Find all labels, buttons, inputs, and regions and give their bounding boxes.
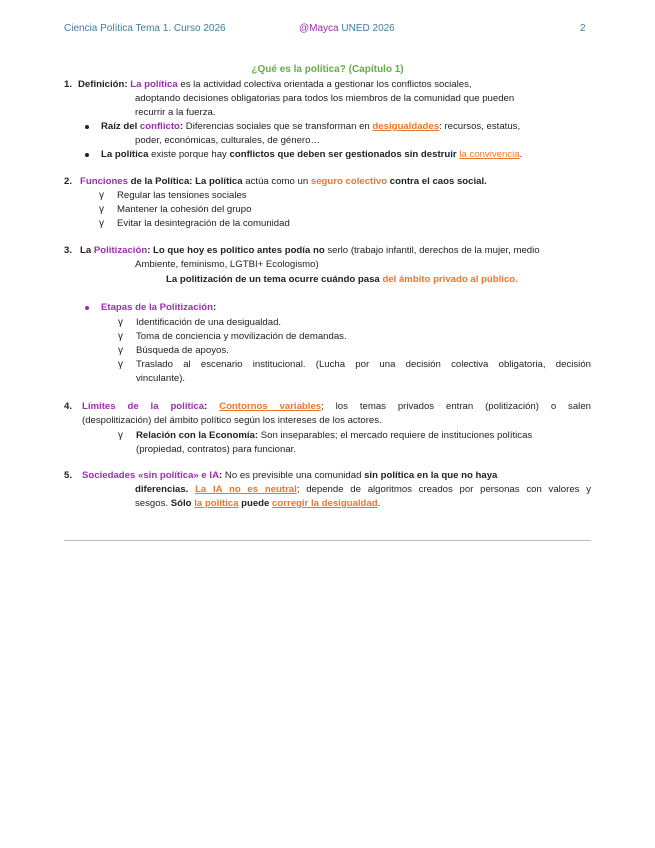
s5-text3: sesgos. xyxy=(135,498,171,509)
header-handle: @Mayca xyxy=(299,23,339,34)
s5-bold2: diferencias. xyxy=(135,484,189,495)
s1-term: La política xyxy=(130,79,178,90)
s3-item4-a: Traslado al escenario institucional. (Lucha por una decisión colectiva obligatoria, decisión xyxy=(136,359,591,370)
s1-label: Definición xyxy=(78,79,125,90)
s1-b2-term: la convivencia xyxy=(459,149,520,160)
s2-text2: actúa como un xyxy=(242,176,311,187)
s2-text3: contra el caos social. xyxy=(387,176,487,187)
s3-item: Toma de conciencia y movilización de demandas. xyxy=(136,331,347,342)
header-mid-rest: UNED 2026 xyxy=(338,23,395,34)
footer-divider xyxy=(64,540,591,541)
s2-item: Regular las tensiones sociales xyxy=(117,190,247,201)
s2-item: Evitar la desintegración de la comunidad xyxy=(117,218,290,229)
s3-text3: Ambiente, feminismo, LGTBI+ Ecologismo) xyxy=(135,259,319,270)
s5-term2: La IA no es neutral xyxy=(195,484,297,495)
s1-colon: : xyxy=(124,79,128,90)
gamma-bullet-icon: γ xyxy=(118,317,123,328)
s3-etapas-label: Etapas de la Politización xyxy=(101,302,213,313)
s3-number: 3. xyxy=(64,245,73,256)
gamma-bullet-icon: γ xyxy=(118,331,123,342)
s1-b1-text3: poder, económicas, culturales, de género… xyxy=(135,135,321,146)
s1-b1-text2: : recursos, estatus, xyxy=(439,121,521,132)
s3-text1: : Lo que hoy es político antes podía no xyxy=(147,245,325,256)
s3-text2: serlo (trabajo infantil, derechos de la mujer, medio xyxy=(324,245,540,256)
s1-b1-label: Raíz del xyxy=(101,121,140,132)
gamma-bullet-icon: γ xyxy=(99,190,104,201)
s5-number: 5. xyxy=(64,470,73,481)
s5-end: . xyxy=(377,498,381,509)
s1-b1-term: conflicto xyxy=(139,121,180,132)
s5-line3 xyxy=(135,498,380,510)
s2-term2: seguro colectivo xyxy=(310,176,388,187)
s1-number: 1. xyxy=(64,79,73,90)
s1-line1 xyxy=(78,79,472,91)
header-mid xyxy=(299,23,395,34)
s1-bullet1 xyxy=(101,121,520,133)
s5-text1: No es previsible una comunidad xyxy=(222,470,365,481)
s5-term: Sociedades «sin política» e IA xyxy=(82,470,220,481)
s5-bold1: sin política en la que no haya xyxy=(364,470,498,481)
s2-number: 2. xyxy=(64,176,73,187)
s5-bold3: Sólo xyxy=(170,498,195,509)
s4-term: Límites de la política xyxy=(82,401,205,412)
s3-item: Identificación de una desigualdad. xyxy=(136,317,282,328)
s4-text2: (despolitización) del ámbito político según los intereses de los actores. xyxy=(82,415,382,426)
s5-text2: ; depende de algoritmos creados por personas con valores y xyxy=(296,484,591,495)
s4-sub-text: Son inseparables; el mercado requiere de instituciones políticas xyxy=(258,430,533,441)
gamma-bullet-icon: γ xyxy=(118,345,123,356)
s1-b2-bold: conflictos que deben ser gestionados sin destruir xyxy=(229,149,457,160)
gamma-bullet-icon: γ xyxy=(118,359,123,370)
s3-line1 xyxy=(80,245,540,257)
s5-term3: la política xyxy=(194,498,239,509)
s3-etapas-colon: : xyxy=(212,302,217,313)
s4-number: 4. xyxy=(64,401,73,412)
gamma-bullet-icon: γ xyxy=(118,430,123,441)
s3-term: Politización xyxy=(93,245,148,256)
s1-b1-colon: : xyxy=(179,121,184,132)
s3-lead: La xyxy=(80,245,94,256)
s5-line1 xyxy=(82,470,497,482)
s2-item: Mantener la cohesión del grupo xyxy=(117,204,252,215)
s1-b2-end: . xyxy=(519,149,523,160)
s1-text3: recurrir a la fuerza. xyxy=(135,107,216,118)
s4-colon: : xyxy=(204,401,208,412)
s1-bullet2 xyxy=(101,149,522,161)
bullet-dot xyxy=(85,125,89,129)
s4-sub-label: Relación con la Economía: xyxy=(136,430,259,441)
gamma-bullet-icon: γ xyxy=(99,218,104,229)
s5-colon: : xyxy=(219,470,223,481)
s3-bold-line xyxy=(166,274,518,286)
s4-line1 xyxy=(82,401,591,413)
s1-b2-text: existe porque hay xyxy=(148,149,230,160)
s3-item: Búsqueda de apoyos. xyxy=(136,345,229,356)
s4-sub xyxy=(136,430,532,442)
s1-b1-text: Diferencias sociales que se transforman en xyxy=(183,121,373,132)
s2-line1 xyxy=(80,176,487,188)
s2-term: Funciones xyxy=(80,176,128,187)
s5-term4: corregir la desigualdad xyxy=(272,498,378,509)
page-title: ¿Qué es la política? (Capítulo 1) xyxy=(251,64,404,75)
s4-sub-text2: (propiedad, contratos) para funcionar. xyxy=(136,444,296,455)
s3-bold: La politización de un tema ocurre cuándo pasa xyxy=(166,274,383,285)
s5-bold4: puede xyxy=(238,498,273,509)
s3-item4-b: vinculante). xyxy=(136,373,186,384)
s3-etapas-heading xyxy=(101,302,216,314)
gamma-bullet-icon: γ xyxy=(99,204,104,215)
s1-b2-label: La política xyxy=(101,149,149,160)
s4-term2: Contornos variables xyxy=(219,401,322,412)
s5-line2 xyxy=(135,484,591,496)
s1-b1-term2: desigualdades xyxy=(372,121,440,132)
s2-text1: de la Política: La política xyxy=(127,176,243,187)
bullet-dot xyxy=(85,153,89,157)
s3-term2: del ámbito privado al público. xyxy=(382,274,518,285)
s1-text1: es la actividad colectiva orientada a gestionar los conflictos sociales, xyxy=(177,79,472,90)
s1-text2: adoptando decisiones obligatorias para todos los miembros de la comunidad que pueden xyxy=(135,93,515,104)
page-number: 2 xyxy=(580,23,586,34)
s4-text1: ; los temas privados entran (politización) o salen xyxy=(321,401,591,412)
header-left: Ciencia Política Tema 1. Curso 2026 xyxy=(64,23,226,34)
bullet-dot xyxy=(85,306,89,310)
